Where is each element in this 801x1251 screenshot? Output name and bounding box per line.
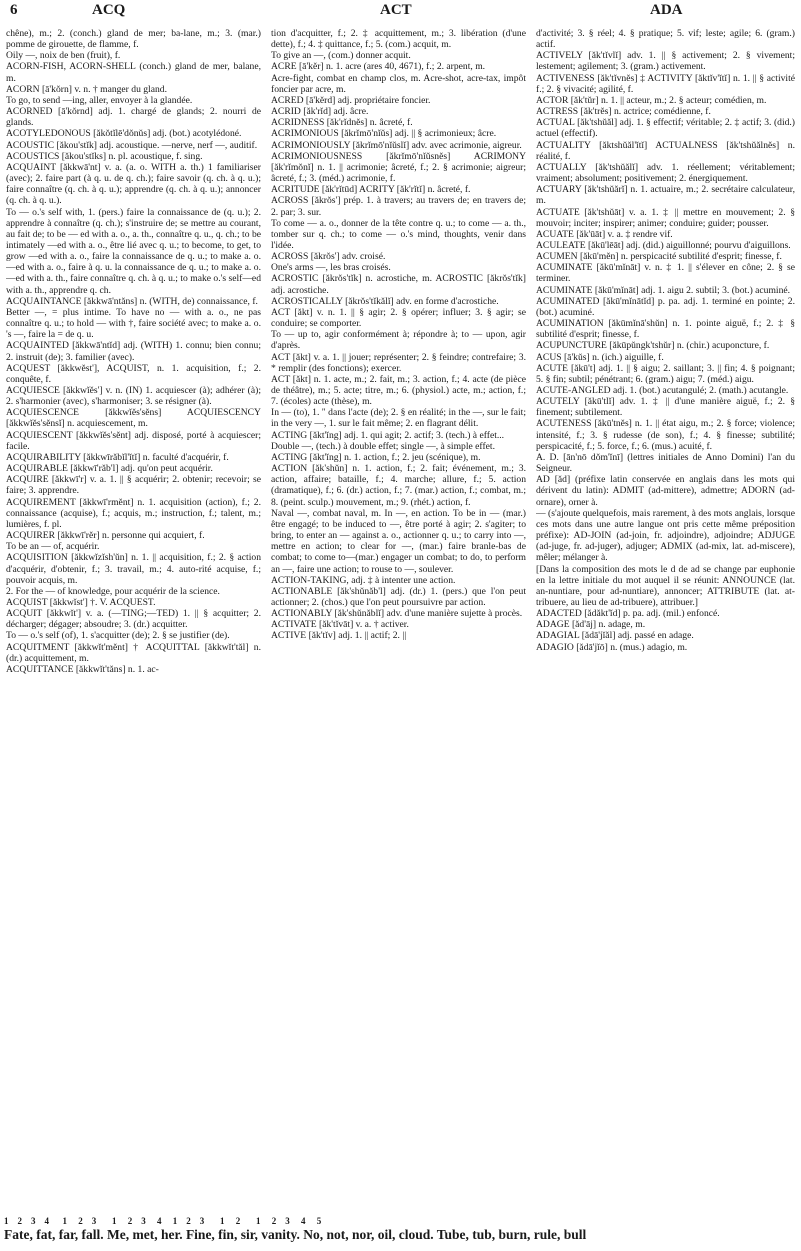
dictionary-entry: ADACTED [ădăkt'ĭd] p. pa. adj. (mil.) enfoncé.	[536, 608, 720, 620]
dictionary-entry: ACQUIREMENT [ăkkwī'rmĕnt] n. 1. acquisition (action), f.; 2. connaissance (acquise), f.; acquis, m.; instruction, f.; talent, m.; lumières, f. pl.	[6, 496, 261, 530]
dictionary-entry: ACOTYLEDONOUS [ăkŏtĭlē'dŏnŭs] adj. (bot.) acotylédoné.	[6, 128, 242, 140]
dictionary-entry: ACRED [ā'kĕrd] adj. propriétaire foncier.	[271, 94, 431, 106]
dictionary-entry: AD [ăd] (préfixe latin conservée en anglais dans les mots qui dérivent du latin): ADMIT (ad-mittere), admettre; ADORN (ad-ornare), orner à.	[536, 474, 795, 508]
dictionary-entry: ACTUALITY [ăktshŭăl'ĭtĭ] ACTUALNESS [ăk'tshŭălnĕs] n. réalité, f.	[536, 139, 795, 162]
dictionary-entry: ADAGE [ăd'āj] n. adage, m.	[536, 619, 646, 631]
dictionary-entry: ACTIVE [ăk'tĭv] adj. 1. || actif; 2. ||	[271, 630, 407, 642]
dictionary-entry: ACULEATE [ăkū'lēāt] adj. (did.) aiguillonné; pourvu d'aiguillons.	[536, 239, 791, 251]
dictionary-entry: ACQUIST [ăkkwĭst'] †. V. ACQUEST.	[6, 596, 156, 608]
dictionary-entry: ACUTE [ăkū't] adj. 1. || § aigu; 2. saillant; 3. || fin; 4. § poignant; 5. § fin; subtil; pénétrant; 6. (gram.) aigu; 7. (méd.) aigu.	[536, 362, 795, 385]
dictionary-entry: ACORNED [ā'kŏrnd] adj. 1. chargé de glands; 2. nourri de glands.	[6, 106, 261, 129]
dictionary-entry: Better —, = plus intime. To have no — with a. o., ne pas connaître q. u.; to hold — with †, faire société avec; to make a. o. 's —, faire la = de q. u.	[6, 306, 261, 341]
dictionary-entry: ACT [ăkt] v. a. 1. || jouer; représenter; 2. § feindre; contrefaire; 3. * remplir (des fonctions); exercer.	[271, 351, 526, 374]
dictionary-entry: ACUS [ā'kŭs] n. (ich.) aiguille, f.	[536, 351, 664, 363]
page-header	[0, 2, 801, 24]
dictionary-entry: ACQUIRER [ăkkwī'rĕr] n. personne qui acquiert, f.	[6, 530, 205, 542]
dictionary-entry: To — o.'s self (of), 1. s'acquitter (de); 2. § se justifier (de).	[6, 630, 230, 642]
dictionary-entry: ACTIVATE [ăk'tĭvāt] v. a. † activer.	[271, 619, 409, 631]
dictionary-entry: ACRIDNESS [ăk'rĭdnĕs] n. âcreté, f.	[271, 117, 413, 129]
dictionary-entry: In — (to), 1. " dans l'acte (de); 2. § en réalité; in the —, sur le fait; in the very —, 1. sur le fait même; 2. en flagrant délit.	[271, 407, 526, 430]
dictionary-entry: ACTION [ăk'shŭn] n. 1. action, f.; 2. fait; événement, m.; 3. action, affaire; bataille, f.; 4. marche; allure, f.; 5. action (dramatique), f.; 6. (dr.) action, f.; 7. (mar.) action, f.; combat, m.; 8. (peint. sculp.) mouvement, m.; 9. (rhét.) action, f.	[271, 463, 526, 508]
dictionary-entry: To be an — of, acquérir.	[6, 541, 100, 553]
dictionary-entry: ACTIVELY [ăk'tĭvlĭ] adv. 1. || § activement; 2. § vivement; lestement; agilement; 3. (gram.) activement.	[536, 50, 795, 73]
pronunciation-key-footer	[0, 1216, 801, 1248]
dictionary-entry: ACTIVENESS [ăk'tĭvnĕs] ‡ ACTIVITY [ăktĭv'ĭtĭ] n. 1. || § activité f.; 2. § vivacité; agilité, f.	[536, 72, 795, 95]
dictionary-entry: ACUTENESS [ăkū'tnĕs] n. 1. || état aigu, m.; 2. § force; violence; intensité, f.; 3. § rudesse (de son), f.; 4. § finesse; subtilité; perspicacité, f.; 5. force, f.; 6. (mus.) acuité, f.	[536, 418, 795, 452]
dictionary-entry: ACOUSTIC [ăkou'stĭk] adj. acoustique. —nerve, nerf —, auditif.	[6, 139, 258, 151]
dictionary-entry: ACORN [ā'kŏrn] v. n. † manger du gland.	[6, 83, 167, 95]
dictionary-entry: ACRE [ā'kĕr] n. 1. acre (ares 40, 4671), f.; 2. arpent, m.	[271, 61, 486, 73]
dictionary-entry: tion d'acquitter, f.; 2. ‡ acquittement, m.; 3. libération (d'une dette), f.; 4. ‡ quittance, f.; 5. (com.) acquit, m.	[271, 28, 526, 51]
dictionary-entry: ADAGIAL [ădā'jĭăl] adj. passé en adage.	[536, 630, 694, 642]
dictionary-entry: To come — a. o., donner de la tête contre q. u.; to come — a. th., tomber sur q. ch.; to come — o.'s mind, thoughts, venir dans l'idée.	[271, 217, 526, 251]
dictionary-entry: ACQUAINTED [ăkkwā'ntĭd] adj. (WITH) 1. connu; bien connu; 2. instruit (de); 3. familier (avec).	[6, 340, 261, 363]
dictionary-entry: ACTUATE [ăk'tshŭāt] v. a. 1. ‡ || mettre en mouvement; 2. § mouvoir; inciter; inspirer; animer; conduire; guider; pousser.	[536, 206, 795, 229]
dictionary-entry: ACQUIRE [ăkkwī'r] v. a. 1. || § acquérir; 2. obtenir; recevoir; se faire; 3. apprendre.	[6, 474, 261, 497]
dictionary-entry: ACTING [ăkt'ĭng] n. 1. action, f.; 2. jeu (scénique), m.	[271, 451, 481, 463]
dictionary-entry: ACRITUDE [ăk'rĭtūd] ACRITY [ăk'rĭtĭ] n. âcreté, f.	[271, 184, 471, 196]
dictionary-entry: ACQUIESCENT [ăkkwĭĕs'sĕnt] adj. disposé, porté à acquiescer; facile.	[6, 429, 261, 452]
dictionary-entry: ACQUIRABILITY [ăkkwīrăbĭl'ĭtĭ] n. faculté d'acquérir, f.	[6, 451, 229, 463]
dictionary-entry: ACTUALLY [ăk'tshŭălĭ] adv. 1. réellement; véritablement; vraiment; absolument; positivement; 2. énergiquement.	[536, 161, 795, 185]
page-number: 6	[10, 2, 18, 18]
dictionary-entry: ACUATE [ăk'ūāt] v. a. ‡ rendre vif.	[536, 228, 673, 240]
dictionary-entry: [Dans la composition des mots le d de ad se change par euphonie en la lettre initiale du mot auquel il se réunit: ANNOUNCE (lat. an-nuntiare, pour ad-nuntiare), annoncer; ATTRIBUTE (lat. at-tribuere, au lieu de ad-tribuere), attribuer.]	[536, 563, 795, 608]
dictionary-entry: ACQUIESCE [ăkkwĭĕs'] v. n. (IN) 1. acquiescer (à); adhérer (à); 2. s'harmonier (avec), s'harmoniser; 3. se résigner (à).	[6, 385, 261, 408]
dictionary-entry: ACORN-FISH, ACORN-SHELL (conch.) gland de mer, balane, m.	[6, 61, 261, 84]
dictionary-entry: ACQUEST [ăkkwĕst'], ACQUIST, n. 1. acquisition, f.; 2. conquête, f.	[6, 362, 261, 385]
dictionary-entry: ACTING [ăkt'ĭng] adj. 1. qui agit; 2. actif; 3. (tech.) à effet...	[271, 429, 505, 441]
dictionary-entry: ACUMINATE [ăkū'mĭnāt] adj. 1. aigu 2. subtil; 3. (bot.) acuminé.	[536, 284, 791, 296]
header-left-guide-word: ACQ	[92, 2, 126, 18]
dictionary-entry: ACUTE-ANGLED adj. 1. (bot.) acutangulé; 2. (math.) acutangle.	[536, 385, 789, 396]
dictionary-entry: To give an —, (com.) donner acquit.	[271, 50, 411, 62]
dictionary-entry: One's arms —, les bras croisés.	[271, 262, 391, 274]
dictionary-entry: chêne), m.; 2. (conch.) gland de mer; ba-lane, m.; 3. (mar.) pomme de girouette, de flamme, f.	[6, 28, 261, 51]
dictionary-entry: ACUMINATED [ăkū'mĭnātĭd] p. pa. adj. 1. terminé en pointe; 2. (bot.) acuminé.	[536, 295, 795, 318]
dictionary-entry: ACTION-TAKING, adj. ‡ à intenter une action.	[271, 574, 456, 586]
dictionary-entry: ACUMINATE [ăkū'mĭnāt] v. n. ‡ 1. || s'élever en cône; 2. § se terminer.	[536, 262, 795, 285]
dictionary-entry: Naval —, combat naval, m. In —, en action. To be in — (mar.) être engagé; to be induced to —, être porté à agir; 2. s'agiter; to bring, to enter an — against a. o., actionner q. u.; to carry into —, mettre en action; to clear for —, (mar.) faire branle-bas de combat; to come to—(mar.) engager un combat; to do, to perform an —, faire une action; to rouse to —, soulever.	[271, 507, 526, 575]
dictionary-entry: ACQUIRABLE [ăkkwī'răb'l] adj. qu'on peut acquérir.	[6, 463, 213, 475]
dictionary-entry: ACTIONABLE [ăk'shŭnăb'l] adj. (dr.) 1. (pers.) que l'on peut actionner; 2. (chos.) que l'on peut poursuivre par action.	[271, 585, 526, 608]
dictionary-entry: ACQUIT [ăkkwĭt'] v. a. (—TING;—TED) 1. || § acquitter; 2. décharger; dégager; absoudre; 3. (dr.) acquitter.	[6, 608, 261, 631]
dictionary-entry: ACQUISITION [ăkkwĭzĭsh'ŭn] n. 1. || acquisition, f.; 2. § action d'acquérir, d'obtenir, f.; 3. travail, m.; 4. auto-rité acquise, f.; pouvoir acquis, m.	[6, 552, 261, 586]
dictionary-entry: ACUMEN [ăkū'mĕn] n. perspicacité subtilité d'esprit; finesse, f.	[536, 251, 782, 263]
dictionary-entry: ACQUAINT [ăkkwā'nt] v. a. (a. o. WITH a. th.) 1 familiariser (avec); 2. faire part (à q. u. de q. ch.); faire savoir (q. ch. à q. u.); faire connaître (q. ch. à q. u.); apprendre (q. ch. à q. u.); annoncer (q. ch. à q. u.).	[6, 161, 261, 207]
dictionary-entry: A. D. [ān'nō dŏm'ĭnī] (lettres initiales de Anno Domini) l'an du Seigneur.	[536, 451, 795, 475]
dictionary-entry: ACQUITTANCE [ăkkwĭt'tăns] n. 1. ac-	[6, 663, 159, 675]
dictionary-entry: ACTUARY [ăk'tshŭărĭ] n. 1. actuaire, m.; 2. secrétaire calculateur, m.	[536, 184, 795, 207]
dictionary-entry: To go, to send —ing, aller, envoyer à la glandée.	[6, 94, 193, 106]
dictionary-entry: d'activité; 3. § réel; 4. § pratique; 5. vif; leste; agile; 6. (gram.) actif.	[536, 28, 795, 51]
dictionary-entry: ACT [ăkt] v. n. 1. || § agir; 2. § opérer; influer; 3. § agir; se conduire; se comporter.	[271, 306, 526, 330]
dictionary-entry: ACRIMONIOUSNESS [ăkrĭmō'nĭŭsnĕs] ACRIMONY [ăk'rĭmŏnĭ] n. 1. || acrimonie; âcreté, f.; 2. § acrimonie; aigreur; âcreté, f.; 3. (méd.) acrimonie, f.	[271, 150, 526, 185]
dictionary-entry: ACUTELY [ăkū'tlĭ] adv. 1. ‡ || d'une manière aiguë, f.; 2. § finement; subtilement.	[536, 396, 795, 419]
dictionary-entry: ACRID [ăk'rĭd] adj. âcre.	[271, 106, 369, 118]
dictionary-entry: ACQUITMENT [ăkkwĭt'mĕnt] † ACQUITTAL [ăkkwĭt'tăl] n. (dr.) acquittement, m.	[6, 641, 261, 664]
header-center-guide-word: ACT	[380, 2, 412, 18]
dictionary-entry: ACROSTIC [ăkrŏs'tĭk] n. acrostiche, m. ACROSTIC [ăkrŏs'tĭk] adj. acrostiche.	[271, 273, 526, 296]
dictionary-entry: — (s'ajoute quelquefois, mais rarement, à des mots anglais, lorsque ces mots dans une autre langue ont pris cette même préposition préfixe): AD-JOIN (ad-join, fr. adjoindre), adjoindre; ADJUGE (ad-juge, fr. ad-juger), adjuger; ADMIX (ad-mix, lat. ad-miscere), mêler; mélanger à.	[536, 507, 795, 564]
dictionary-entry: To — o.'s self with, 1. (pers.) faire la connaissance de (q. u.); 2. apprendre à connaître (q. ch.); s'instruire de; se mettre au courant, au fait de; to be — ed with a. o., a. th., connaître q. u., q. ch.; to be intimately —ed with a. o., être lié avec q. u.; to become, to get, to grow —ed with a. o., faire la connaissance de q. u.; to make a. o. —ed with a. o., faire à q. u. la connaissance de q. u.; to make a. o. —ed with a. th., faire connaître q. ch. à q. u.; to make o.'s self—ed with a. th., apprendre q. ch.	[6, 206, 261, 296]
pronunciation-key-numbers: 1 2 3 4 1 2 3 1 2 3 4 1 2 3 1 2 1 2 3 4 5	[4, 1216, 322, 1226]
dictionary-entry: ACQUAINTANCE [ăkkwā'ntăns] n. (WITH, de) connaissance, f.	[6, 295, 258, 307]
dictionary-entry: 2. For the — of knowledge, pour acquérir de la science.	[6, 585, 220, 597]
dictionary-entry: ADAGIO [ădā'jĭō] n. (mus.) adagio, m.	[536, 641, 688, 653]
dictionary-entry: ACROSS [ăkrŏs'] prép. 1. à travers; au travers de; en travers de; 2. par; 3. sur.	[271, 195, 526, 218]
column-right	[536, 28, 795, 1214]
pronunciation-key-words: Fate, fat, far, fall. Me, met, her. Fine, fin, sir, vanity. No, not, nor, oil, cloud. Tube, tub, burn, rule, bull	[4, 1227, 587, 1242]
dictionary-entry: ACTUAL [ăk'tshŭăl] adj. 1. § effectif; véritable; 2. ‡ actif; 3. (did.) actuel (effectif).	[536, 117, 795, 140]
dictionary-entry: ACUMINATION [ăkūmĭnā'shŭn] n. 1. pointe aiguë, f.; 2. ‡ § subtilité d'esprit; finesse, f.	[536, 318, 795, 341]
dictionary-entry: ACRIMONIOUS [ăkrĭmō'nĭŭs] adj. || § acrimonieux; âcre.	[271, 128, 497, 140]
dictionary-entry: ACUPUNCTURE [ăkūpŭngk'tshŭr] n. (chir.) acuponcture, f.	[536, 340, 770, 352]
dictionary-entry: Acre-fight, combat en champ clos, m. Acre-shot, acre-tax, impôt foncier par acre, m.	[271, 72, 526, 95]
dictionary-entry: ACROSS [ăkrŏs'] adv. croisé.	[271, 251, 386, 263]
dictionary-entry: ACTIONABLY [ăk'shŭnăblĭ] adv. d'une manière sujette à procès.	[271, 608, 523, 620]
dictionary-entry: ACTOR [ăk'tŭr] n. 1. || acteur, m.; 2. § acteur; comédien, m.	[536, 94, 767, 106]
dictionary-entry: ACT [ăkt] n. 1. acte, m.; 2. fait, m.; 3. action, f.; 4. acte (de pièce de théâtre), m.; 5. acte; titre, m.; 6. (physiol.) acte, m.; action, f.; 7. (écoles) acte (thèse), m.	[271, 373, 526, 408]
dictionary-entry: ACOUSTICS [ăkou'stĭks] n. pl. acoustique, f. sing.	[6, 150, 203, 162]
dictionary-entry: ACROSTICALLY [ăkrŏs'tĭkălĭ] adv. en forme d'acrostiche.	[271, 295, 499, 307]
dictionary-entry: ACTRESS [ăk'trĕs] n. actrice; comédienne, f.	[536, 106, 711, 118]
column-middle	[271, 28, 526, 1214]
dictionary-entry: To — up to, agir conformément à; répondre à; to — upon, agir d'après.	[271, 329, 526, 352]
dictionary-entry: Oily —, noix de ben (fruit), f.	[6, 50, 121, 62]
dictionary-entry: ACRIMONIOUSLY [ăkrĭmō'nĭŭslĭ] adv. avec acrimonie, aigreur.	[271, 139, 522, 151]
dictionary-entry: Double —, (tech.) à double effet; single —, à simple effet.	[271, 440, 495, 452]
header-right-guide-word: ADA	[650, 2, 683, 18]
column-left	[6, 28, 261, 1214]
dictionary-entry: ACQUIESCENCE [ăkkwĭĕs'sĕns] ACQUIESCENCY [ăkkwĭĕs'sĕnsĭ] n. acquiescement, m.	[6, 407, 261, 430]
